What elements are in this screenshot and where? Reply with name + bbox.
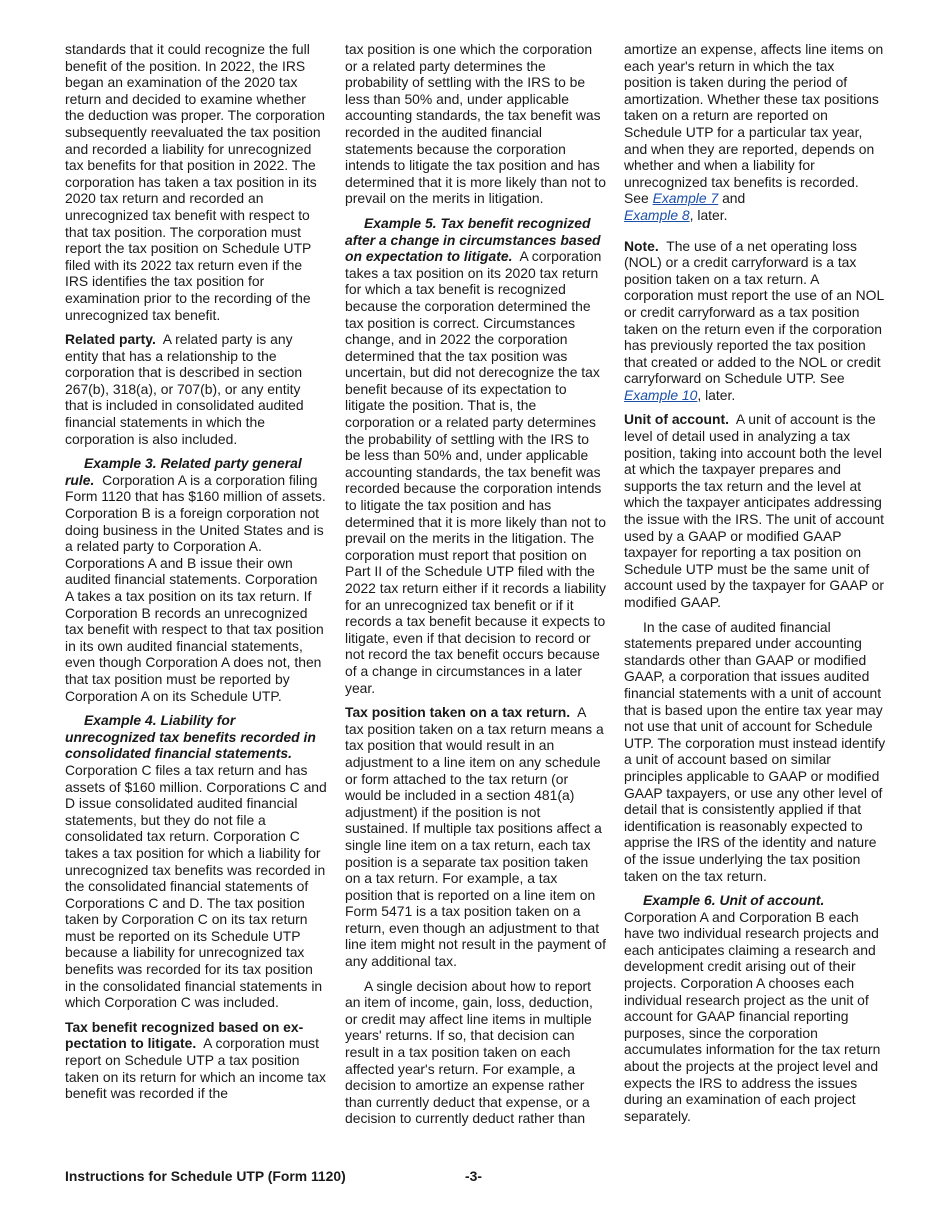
example-heading: Example 3. Related party general rule. bbox=[65, 455, 302, 488]
paragraph-text: The use of a net operating loss (NOL) or a credit carryforward is a tax position taken on a tax return. A corporation must report the use of an NOL or credit carryforward as a tax position taken on the return even if the corporation has previously reported the tax position that created or added to the NOL or credit carryforward on Schedule UTP. See bbox=[624, 237, 884, 387]
paragraph: tax position is one which the corporation or a related party determines the probability of settling with the IRS to be less than 50% and, under applicable accounting standards, the tax benefit was recorded in the audited financial statements because the corporation intends to litigate the tax position and has determined that it is more likely than not to prevail on the merits in litigation. bbox=[345, 41, 606, 207]
term-heading: Related party. bbox=[65, 331, 156, 348]
term-heading: Tax benefit recognized based on ex-pectation to litigate. bbox=[65, 1018, 304, 1052]
example-8-link[interactable]: Example 8 bbox=[624, 206, 690, 223]
page-number: -3- bbox=[465, 1168, 482, 1184]
tax-position-paragraph bbox=[345, 704, 607, 970]
paragraph-text: A unit of account is the level of detail used in analyzing a tax position, taking into account both the level at which the taxpayer prepares and supports the tax return and the level at which the taxpayer anticipates addressing the issue with the IRS. The unit of account used by a GAAP or modified GAAP taxpayer for reporting a tax position on Schedule UTP must be the same unit of account used by the taxpayer for GAAP or modified GAAP. bbox=[624, 411, 884, 610]
conjunction: and bbox=[722, 190, 746, 207]
footer-title: Instructions for Schedule UTP (Form 1120) bbox=[65, 1168, 346, 1184]
paragraph-text: A tax position taken on a tax return means a tax position that would result in an adjustment to a line item on any schedule or form attached to the tax return (or would be included in a section 481(a) adjustment) if the position is not sustained. If multiple tax positions affect a single line item on a tax return, each tax position is a separate tax position taken on a tax return. For example, a tax position that is reported on a line item on Form 5471 is a tax position taken on a return, even though an adjustment to that line item might not result in the payment of any additional tax. bbox=[345, 704, 606, 970]
suffix-text: , later. bbox=[689, 206, 728, 223]
example-10-link[interactable]: Example 10 bbox=[624, 386, 698, 403]
example-6 bbox=[624, 892, 886, 1124]
paragraph: In the case of audited financial statements prepared under accounting standards other than GAAP or modified GAAP, a corporation that issues audited financial statements with a unit of account that is based upon the entire tax year may not use that unit of account for Schedule UTP. The corporation must instead identify a unit of account based on similar principles applicable to GAAP or modified GAAP taxpayers, or use any other level of detail that is consistently applied if that identification is reasonably expected to apprise the IRS of the identity and nature of the issue underlying the tax position taken on the tax return. bbox=[624, 618, 886, 884]
example-3 bbox=[65, 455, 327, 704]
column-3 bbox=[624, 41, 886, 1132]
example-text: Corporation A and Corporation B each have two individual research projects and each anticipates claiming a research and development credit arising out of their projects. Corporation A chooses each individual research project as the unit of account for GAAP financial reporting purposes, since the corporation accumulates information for the tax return about the projects at the project level and expects the IRS to address the issues during an examination of each project separately. bbox=[624, 908, 881, 1124]
term-heading: Tax position taken on a tax return. bbox=[345, 704, 571, 721]
column-1 bbox=[65, 41, 327, 1110]
suffix-text: , later. bbox=[697, 386, 736, 403]
page-footer bbox=[65, 1168, 885, 1184]
paragraph-text: A related party is any entity that has a relationship to the corporation that is described in section 267(b), 318(a), or 707(b), or any entity that is included in consolidated audited financial statements in which the corporation is also included. bbox=[65, 331, 304, 447]
paragraph: A single decision about how to report an item of income, gain, loss, deduction, or credit may affect line items in multiple years' returns. If so, that decision can result in a tax position taken on each affected year's return. For example, a decision to amortize an expense rather than currently deduct that expense, or a decision to currently deduct rather than bbox=[345, 977, 593, 1127]
example-text: Corporation A is a corporation filing Form 1120 that has $160 million of assets. Corporation B is a foreign corporation not doing business in the United States and is a related party to Corporation A. Corporations A and B issue their own audited financial statements. Corporation A takes a tax position on its tax return. If Corporation B records an unrecognized tax benefit with respect to that tax position in its own audited financial statements, even though Corporation A does not, then that tax position must be reported by Corporation A on its Schedule UTP. bbox=[65, 471, 326, 704]
example-7-link[interactable]: Example 7 bbox=[652, 190, 719, 207]
example-heading: Example 6. Unit of account. bbox=[643, 892, 825, 909]
term-heading: Unit of account. bbox=[624, 411, 729, 428]
tax-benefit-recognized-paragraph bbox=[65, 1019, 327, 1102]
unit-of-account-paragraph bbox=[624, 411, 886, 610]
example-4 bbox=[65, 712, 327, 1011]
example-text: A corporation takes a tax position on its 2020 tax return for which a tax benefit is recognized because the corporation determined the tax position is correct. Circumstances change, and in 2022 the corporation determined that the tax position was uncertain, but did not derecognize the tax benefit because of its expectation to litigate the position. That is, the corporation or a related party determines the probability of settling with the IRS to be less than 50% and, under applicable accounting standards, the tax benefit was recorded because the corporation intends to litigate the tax position and has determined that it is more likely than not to prevail on the merits in the litigation. The corporation must report that position on Part II of the Schedule UTP filed with the 2022 tax return either if it records a liability for an unrecognized tax benefit or if it records a tax benefit because it expects to litigate, even if that decision to record or not record the tax benefit occurs because of a change in circumstances in a later year. bbox=[345, 248, 606, 696]
paragraph-with-links bbox=[624, 41, 886, 224]
example-heading: Example 4. Liability for unrecognized tax benefits recorded in consolidated financial statements. bbox=[65, 712, 316, 762]
paragraph-text: A corporation must report on Schedule UTP a tax position taken on its return for which an income tax benefit was recorded if the bbox=[65, 1035, 326, 1102]
note-paragraph bbox=[624, 238, 886, 404]
related-party-paragraph bbox=[65, 331, 327, 447]
example-5 bbox=[345, 215, 607, 696]
example-heading: Example 5. Tax benefit recognized after a change in circumstances based on expectation to litigate. bbox=[345, 214, 601, 265]
paragraph: standards that it could recognize the full benefit of the position. In 2022, the IRS began an examination of the 2020 tax return and decided to examine whether the deduction was proper. The corporation subsequently reevaluated the tax position and recorded a liability for unrecognized tax benefits for that position in 2022. The corporation has taken a tax position in its 2020 tax return and recorded an unrecognized tax benefit with respect to that tax position. The corporation must report the tax position on Schedule UTP filed with its 2022 tax return even if the IRS identifies the tax position for examination prior to the recording of the unrecognized tax benefit. bbox=[65, 41, 325, 323]
note-heading: Note. bbox=[624, 237, 659, 254]
column-2 bbox=[345, 41, 607, 1135]
paragraph-text: amortize an expense, affects line items on each year's return in which the tax position is taken during the period of amortization. Whether these tax positions taken on a return are reported on Schedule UTP for a particular tax year, and when they are reported, depends on whether and when a liability for unrecognized tax benefits is recorded. See bbox=[624, 41, 884, 207]
example-text: Corporation C files a tax return and has assets of $160 million. Corporations C and D issue consolidated audited financial statements, but they do not file a consolidated tax return. Corporation C takes a tax position for which a liability for unrecognized tax benefits was recorded in the consolidated financial statements of Corporations C and D. The tax position taken by Corporation C on its tax return must be reported on its Schedule UTP because a liability for unrecognized tax benefits was recorded for its tax position in the consolidated financial statements in which Corporation C was included. bbox=[65, 761, 327, 1011]
